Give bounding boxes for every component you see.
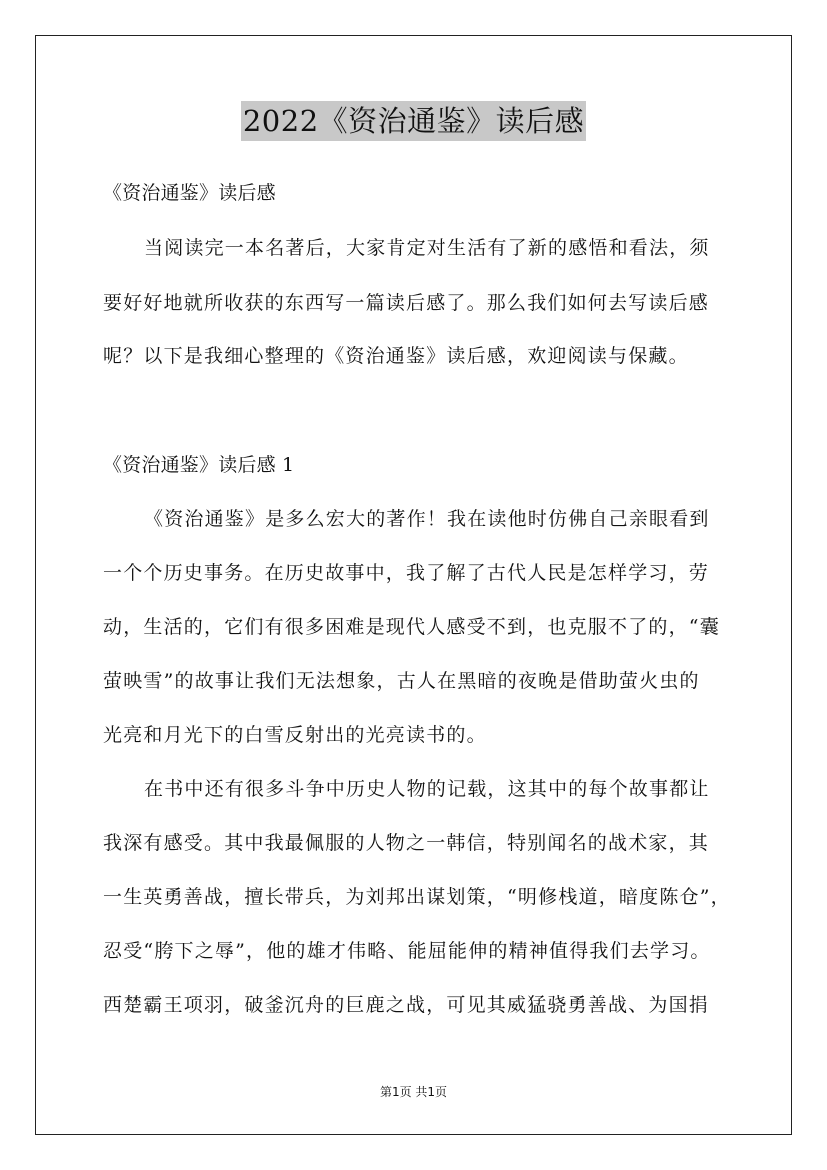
paragraph-line: 忍受“胯下之辱”，他的雄才伟略、能屈能伸的精神值得我们去学习。 [103, 940, 711, 962]
paragraph-line: 西楚霸王项羽，破釜沉舟的巨鹿之战，可见其威猛骁勇善战、为国捐 [103, 994, 710, 1016]
title-container [0, 101, 827, 141]
paragraph-line: 光亮和月光下的白雪反射出的光亮读书的。 [103, 724, 487, 746]
paragraph-line: 一个个历史事务。在历史故事中，我了解了古代人民是怎样学习，劳 [103, 562, 710, 584]
paragraph-line: 《资治通鉴》是多么宏大的著作！我在读他时仿佛自己亲眼看到 [144, 508, 710, 530]
document-subheading: 《资治通鉴》读后感 [103, 182, 276, 204]
paragraph-line: 我深有感受。其中我最佩服的人物之一韩信，特别闻名的战术家，其 [103, 832, 710, 854]
paragraph-line: 一生英勇善战，擅长带兵，为刘邦出谋划策，“明修栈道，暗度陈仓”， [103, 886, 731, 908]
intro-line: 当阅读完一本名著后，大家肯定对生活有了新的感悟和看法，须 [144, 237, 710, 259]
paragraph-line: 动，生活的，它们有很多困难是现代人感受不到，也克服不了的，“囊 [103, 616, 720, 638]
section-heading: 《资治通鉴》读后感 1 [103, 454, 295, 476]
intro-line: 要好好地就所收获的东西写一篇读后感了。那么我们如何去写读后感 [103, 292, 710, 314]
page-footer: 第1页 共1页 [379, 1085, 448, 1099]
intro-line: 呢？以下是我细心整理的《资治通鉴》读后感，欢迎阅读与保藏。 [103, 345, 689, 367]
paragraph-line: 在书中还有很多斗争中历史人物的记载，这其中的每个故事都让 [144, 778, 710, 800]
document-title: 2022《资治通鉴》读后感 [241, 101, 586, 141]
paragraph-line: 萤映雪”的故事让我们无法想象，古人在黑暗的夜晚是借助萤火虫的 [103, 670, 700, 692]
